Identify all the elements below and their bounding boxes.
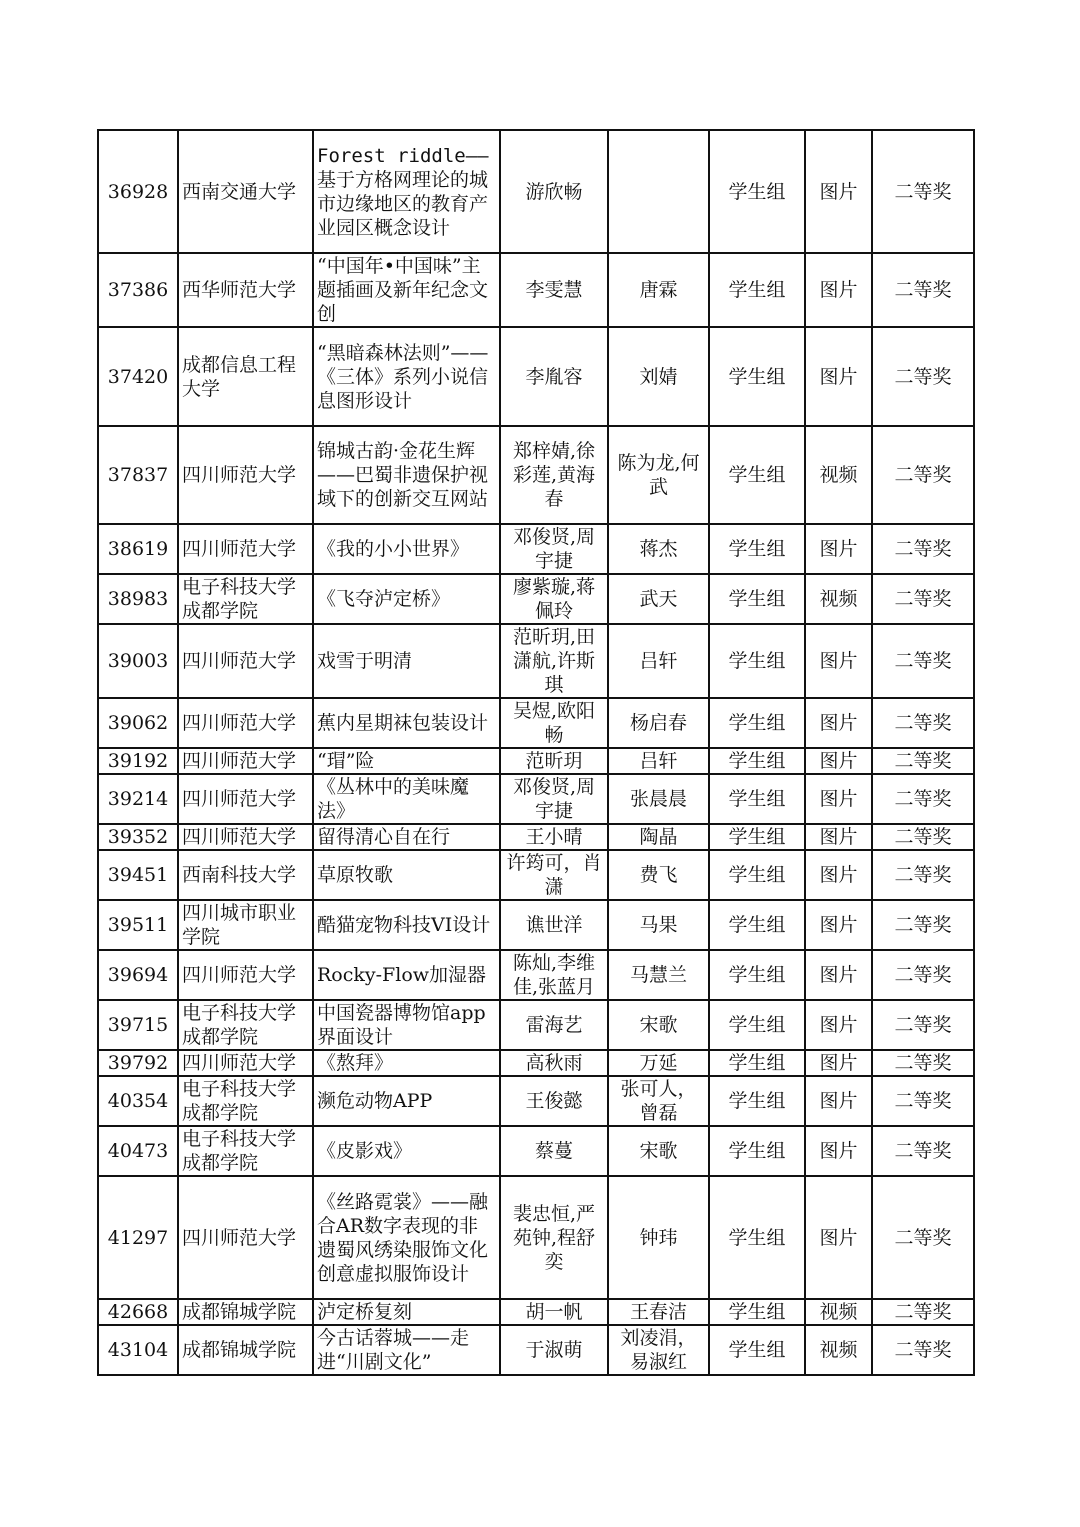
cell-authors: 李胤容	[500, 327, 608, 426]
cell-advisor: 杨启春	[608, 698, 709, 748]
table-row	[98, 1050, 974, 1076]
table-row	[98, 426, 974, 524]
cell-type: 视频	[805, 1325, 872, 1375]
cell-id: 39062	[98, 698, 178, 748]
cell-award: 二等奖	[872, 1000, 974, 1050]
table-row	[98, 1299, 974, 1325]
cell-award: 二等奖	[872, 748, 974, 774]
cell-group: 学生组	[709, 1299, 805, 1325]
cell-school: 西华师范大学	[178, 253, 313, 327]
cell-school: 成都信息工程大学	[178, 327, 313, 426]
cell-group: 学生组	[709, 253, 805, 327]
cell-award: 二等奖	[872, 1325, 974, 1375]
cell-group: 学生组	[709, 824, 805, 850]
cell-id: 39214	[98, 774, 178, 824]
cell-id: 39792	[98, 1050, 178, 1076]
cell-title: 《皮影戏》	[313, 1126, 500, 1176]
cell-group: 学生组	[709, 748, 805, 774]
cell-school: 四川师范大学	[178, 1176, 313, 1299]
cell-advisor	[608, 130, 709, 253]
cell-title: Rocky-Flow加湿器	[313, 950, 500, 1000]
cell-award: 二等奖	[872, 950, 974, 1000]
cell-group: 学生组	[709, 1176, 805, 1299]
cell-id: 38983	[98, 574, 178, 624]
cell-advisor: 万延	[608, 1050, 709, 1076]
table-row	[98, 900, 974, 950]
cell-authors: 范昕玥	[500, 748, 608, 774]
table-row	[98, 1126, 974, 1176]
cell-authors: 高秋雨	[500, 1050, 608, 1076]
cell-type: 图片	[805, 327, 872, 426]
cell-school: 四川师范大学	[178, 950, 313, 1000]
cell-advisor: 张可人，曾磊	[608, 1076, 709, 1126]
cell-id: 40354	[98, 1076, 178, 1126]
cell-authors: 胡一帆	[500, 1299, 608, 1325]
cell-advisor: 费飞	[608, 850, 709, 900]
table-row	[98, 574, 974, 624]
cell-type: 图片	[805, 624, 872, 698]
cell-authors: 陈灿,李维佳,张蓝月	[500, 950, 608, 1000]
cell-school: 西南交通大学	[178, 130, 313, 253]
table-row	[98, 950, 974, 1000]
cell-advisor: 宋歌	[608, 1000, 709, 1050]
cell-authors: 于淑萌	[500, 1325, 608, 1375]
cell-award: 二等奖	[872, 574, 974, 624]
cell-title: 濒危动物APP	[313, 1076, 500, 1126]
cell-advisor: 吕轩	[608, 748, 709, 774]
cell-title: 酷猫宠物科技VI设计	[313, 900, 500, 950]
cell-school: 四川城市职业学院	[178, 900, 313, 950]
award-table-body	[98, 130, 974, 1375]
cell-authors: 游欣畅	[500, 130, 608, 253]
cell-type: 图片	[805, 950, 872, 1000]
cell-award: 二等奖	[872, 698, 974, 748]
cell-type: 图片	[805, 824, 872, 850]
cell-school: 电子科技大学成都学院	[178, 1126, 313, 1176]
cell-award: 二等奖	[872, 426, 974, 524]
cell-award: 二等奖	[872, 824, 974, 850]
table-row	[98, 698, 974, 748]
cell-group: 学生组	[709, 850, 805, 900]
cell-group: 学生组	[709, 574, 805, 624]
cell-type: 视频	[805, 426, 872, 524]
cell-award: 二等奖	[872, 900, 974, 950]
cell-group: 学生组	[709, 426, 805, 524]
cell-title: 《熬拜》	[313, 1050, 500, 1076]
cell-school: 四川师范大学	[178, 698, 313, 748]
cell-id: 39694	[98, 950, 178, 1000]
cell-authors: 王小晴	[500, 824, 608, 850]
table-row	[98, 524, 974, 574]
cell-award: 二等奖	[872, 850, 974, 900]
cell-school: 四川师范大学	[178, 824, 313, 850]
cell-group: 学生组	[709, 950, 805, 1000]
cell-school: 四川师范大学	[178, 1050, 313, 1076]
cell-title: 留得清心自在行	[313, 824, 500, 850]
cell-advisor: 唐霖	[608, 253, 709, 327]
table-row	[98, 130, 974, 253]
cell-authors: 郑梓婧,徐彩莲,黄海春	[500, 426, 608, 524]
table-row	[98, 1325, 974, 1375]
cell-authors: 蔡蔓	[500, 1126, 608, 1176]
cell-school: 四川师范大学	[178, 524, 313, 574]
table-row	[98, 850, 974, 900]
cell-group: 学生组	[709, 1076, 805, 1126]
cell-id: 39352	[98, 824, 178, 850]
cell-type: 视频	[805, 1299, 872, 1325]
cell-school: 电子科技大学成都学院	[178, 1000, 313, 1050]
cell-authors: 邓俊贤,周宇捷	[500, 524, 608, 574]
cell-authors: 谯世洋	[500, 900, 608, 950]
cell-title: 草原牧歌	[313, 850, 500, 900]
cell-award: 二等奖	[872, 327, 974, 426]
cell-advisor: 吕轩	[608, 624, 709, 698]
table-row	[98, 1176, 974, 1299]
cell-award: 二等奖	[872, 524, 974, 574]
cell-group: 学生组	[709, 698, 805, 748]
cell-title: “瑁”险	[313, 748, 500, 774]
table-row	[98, 253, 974, 327]
cell-school: 四川师范大学	[178, 426, 313, 524]
cell-title: 《丝路霓裳》——融合AR数字表现的非遗蜀风绣染服饰文化创意虚拟服饰设计	[313, 1176, 500, 1299]
cell-type: 图片	[805, 1126, 872, 1176]
cell-advisor: 刘凌涓，易淑红	[608, 1325, 709, 1375]
cell-title: 《丛林中的美味魔法》	[313, 774, 500, 824]
cell-title: “中国年•中国味”主题插画及新年纪念文创	[313, 253, 500, 327]
cell-award: 二等奖	[872, 253, 974, 327]
cell-group: 学生组	[709, 900, 805, 950]
table-row	[98, 824, 974, 850]
cell-advisor: 宋歌	[608, 1126, 709, 1176]
cell-title: 蕉内星期袜包装设计	[313, 698, 500, 748]
table-row	[98, 748, 974, 774]
cell-id: 39715	[98, 1000, 178, 1050]
cell-id: 37420	[98, 327, 178, 426]
cell-award: 二等奖	[872, 130, 974, 253]
cell-title: 《飞夺泸定桥》	[313, 574, 500, 624]
cell-title: “黑暗森林法则”—— 《三体》系列小说信息图形设计	[313, 327, 500, 426]
cell-school: 成都锦城学院	[178, 1325, 313, 1375]
cell-authors: 许筠可，肖潇	[500, 850, 608, 900]
cell-id: 39003	[98, 624, 178, 698]
cell-id: 39192	[98, 748, 178, 774]
cell-title: 中国瓷器博物馆app界面设计	[313, 1000, 500, 1050]
cell-type: 图片	[805, 900, 872, 950]
cell-id: 40473	[98, 1126, 178, 1176]
cell-type: 视频	[805, 574, 872, 624]
cell-award: 二等奖	[872, 1050, 974, 1076]
cell-authors: 廖紫璇,蒋佩玲	[500, 574, 608, 624]
cell-advisor: 马慧兰	[608, 950, 709, 1000]
cell-group: 学生组	[709, 524, 805, 574]
cell-authors: 范昕玥,田潇航,许斯琪	[500, 624, 608, 698]
cell-authors: 李雯慧	[500, 253, 608, 327]
cell-authors: 邓俊贤,周宇捷	[500, 774, 608, 824]
cell-id: 42668	[98, 1299, 178, 1325]
award-table	[97, 129, 975, 1376]
cell-authors: 王俊懿	[500, 1076, 608, 1126]
cell-id: 39511	[98, 900, 178, 950]
cell-advisor: 马果	[608, 900, 709, 950]
table-row	[98, 774, 974, 824]
cell-type: 图片	[805, 130, 872, 253]
cell-award: 二等奖	[872, 1176, 974, 1299]
cell-advisor: 陶晶	[608, 824, 709, 850]
cell-id: 43104	[98, 1325, 178, 1375]
cell-advisor: 刘婧	[608, 327, 709, 426]
cell-advisor: 王春洁	[608, 1299, 709, 1325]
cell-school: 西南科技大学	[178, 850, 313, 900]
cell-award: 二等奖	[872, 774, 974, 824]
cell-advisor: 钟玮	[608, 1176, 709, 1299]
cell-advisor: 蒋杰	[608, 524, 709, 574]
cell-id: 41297	[98, 1176, 178, 1299]
cell-authors: 裴忠恒,严苑钟,程舒奕	[500, 1176, 608, 1299]
cell-group: 学生组	[709, 1000, 805, 1050]
cell-id: 36928	[98, 130, 178, 253]
cell-title: Forest riddle——基于方格网理论的城市边缘地区的教育产业园区概念设计	[313, 130, 500, 253]
table-row	[98, 624, 974, 698]
cell-type: 图片	[805, 524, 872, 574]
cell-group: 学生组	[709, 327, 805, 426]
cell-group: 学生组	[709, 624, 805, 698]
cell-id: 38619	[98, 524, 178, 574]
cell-title: 今古话蓉城——走进“川剧文化”	[313, 1325, 500, 1375]
cell-school: 电子科技大学成都学院	[178, 1076, 313, 1126]
cell-id: 39451	[98, 850, 178, 900]
cell-authors: 雷海艺	[500, 1000, 608, 1050]
cell-award: 二等奖	[872, 1126, 974, 1176]
cell-type: 图片	[805, 1000, 872, 1050]
cell-id: 37386	[98, 253, 178, 327]
cell-title: 锦城古韵·金花生辉——巴蜀非遗保护视域下的创新交互网站	[313, 426, 500, 524]
cell-group: 学生组	[709, 1325, 805, 1375]
table-row	[98, 1000, 974, 1050]
cell-school: 电子科技大学成都学院	[178, 574, 313, 624]
cell-group: 学生组	[709, 774, 805, 824]
cell-title: 泸定桥复刻	[313, 1299, 500, 1325]
cell-school: 成都锦城学院	[178, 1299, 313, 1325]
cell-title: 戏雪于明清	[313, 624, 500, 698]
table-row	[98, 1076, 974, 1126]
cell-type: 图片	[805, 1076, 872, 1126]
cell-award: 二等奖	[872, 1299, 974, 1325]
cell-type: 图片	[805, 1176, 872, 1299]
cell-award: 二等奖	[872, 624, 974, 698]
cell-type: 图片	[805, 698, 872, 748]
cell-school: 四川师范大学	[178, 624, 313, 698]
cell-id: 37837	[98, 426, 178, 524]
cell-type: 图片	[805, 253, 872, 327]
cell-advisor: 武天	[608, 574, 709, 624]
cell-group: 学生组	[709, 1126, 805, 1176]
cell-advisor: 张晨晨	[608, 774, 709, 824]
cell-advisor: 陈为龙,何武	[608, 426, 709, 524]
cell-type: 图片	[805, 1050, 872, 1076]
table-row	[98, 327, 974, 426]
cell-title: 《我的小小世界》	[313, 524, 500, 574]
cell-award: 二等奖	[872, 1076, 974, 1126]
cell-group: 学生组	[709, 1050, 805, 1076]
cell-authors: 吴煜,欧阳畅	[500, 698, 608, 748]
cell-group: 学生组	[709, 130, 805, 253]
cell-type: 图片	[805, 774, 872, 824]
cell-type: 图片	[805, 850, 872, 900]
cell-school: 四川师范大学	[178, 774, 313, 824]
cell-school: 四川师范大学	[178, 748, 313, 774]
cell-type: 图片	[805, 748, 872, 774]
